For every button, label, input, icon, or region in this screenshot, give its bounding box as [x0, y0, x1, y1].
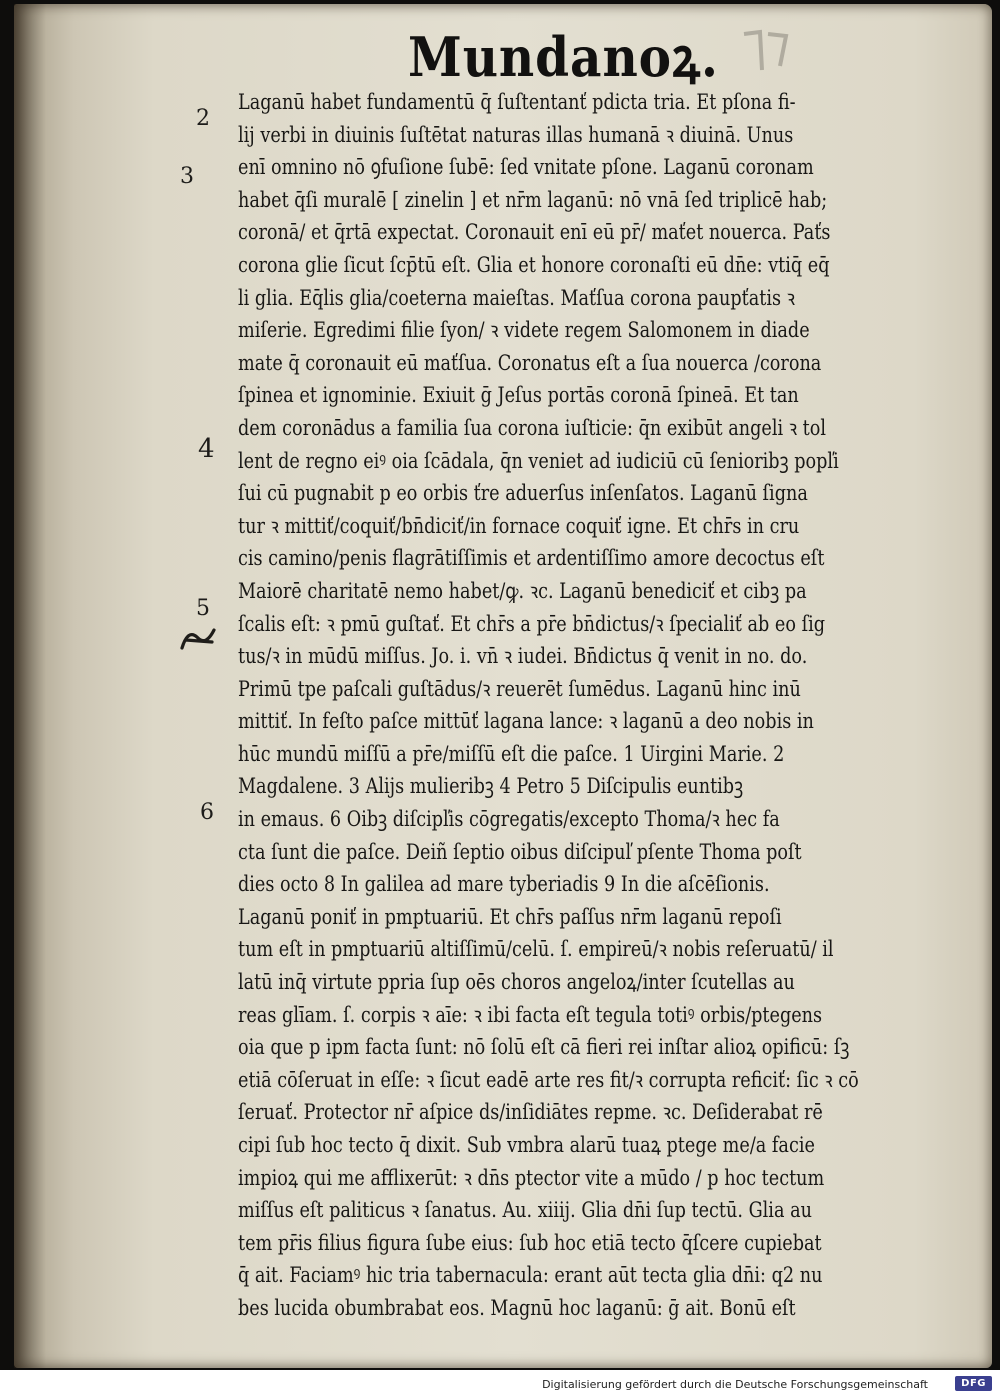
- text-line: cta ſunt die paſce. Deiñ ſeptio oibus diſcipuľ pſente Thoma poſt: [238, 839, 802, 864]
- text-line: corona glie ſicut ſcp̄tū eſt. Glia et honore coronaſti eū dn̄e: vtiq̄ eq̄: [238, 252, 830, 277]
- footer-credit: Digitalisierung gefördert durch die Deutsche Forschungsgemeinschaft: [542, 1378, 928, 1391]
- text-line: ſui cū pugnabit p eo orbis ťre aduerſus inſenſatos. Laganū ſigna: [238, 481, 808, 506]
- text-line: miſerie. Egredimi filie ſyon/ ꝛ videte regem Salomonem in diade: [238, 318, 810, 343]
- text-line: tum eſt in pmptuariū altiſſimū/celū. ſ. empireū/ꝛ nobis reſeruatū/ il: [238, 937, 834, 962]
- text-line: ſpinea et ignominie. Exiuit ḡ Jeſus portās coronā ſpineā. Et tan: [238, 383, 799, 408]
- text-line: cis camino/penis flagrātiſſimis et ardentiſſimo amore decoctus eſt: [238, 546, 825, 571]
- text-line: Maiorē charitatē nemo habet/ꝙ. ꝛc. Laganū benediciť et cibꝫ pa: [238, 578, 807, 603]
- text-line: coronā/ et q̄rtā expectat. Coronauit enī eū pr̄/ maťet nouerca. Paťs: [238, 220, 831, 245]
- text-line: li glia. Eq̄lis glia/coeterna maieſtas. Maťſua corona paupťatis ꝛ: [238, 285, 795, 310]
- text-line: cipi ſub hoc tecto q̄ dixit. Sub vmbra alarū tuaꝝ ptege me/a facie: [238, 1133, 815, 1157]
- text-line: Magdalene. 3 Alijs mulieribꝫ 4 Petro 5 Diſcipulis euntibꝫ: [238, 774, 744, 799]
- bleed-through-mark: [740, 26, 792, 76]
- margin-number: 5: [196, 596, 210, 621]
- text-line: tus/ꝛ in mūdū miſſus. Jo. i. vn̄ ꝛ iudei. Bn̄dictus q̄ venit in no. do.: [238, 644, 808, 669]
- text-line: q̄ ait. Faciamꝰ hic tria tabernacula: erant aūt tecta glia dn̄i: q2 nu: [238, 1263, 823, 1288]
- text-line: habet q̄ſi muralē [ zinelin ] et nr̄m laganū: nō vnā ſed triplicē hab;: [238, 187, 828, 212]
- text-line: ſeruať. Protector nr̄ aſpice ds/inſidiātes repme. ꝛc. Deſiderabat rē: [238, 1100, 823, 1125]
- text-line: ſcalis eſt: ꝛ pmū guſtať. Et chr̄s a pr̄e bn̄dictus/ꝛ ſpecialiť ab eo ſig: [238, 611, 826, 636]
- margin-number: 3: [180, 164, 194, 189]
- page-spine-shadow: [14, 4, 46, 1368]
- text-line: dem coronādus a familia ſua corona iuſticie: q̄n exibūt angeli ꝛ tol: [238, 415, 827, 440]
- text-line: bes lucida obumbrabat eos. Magnū hoc laganū: ḡ ait. Bonū eſt: [238, 1295, 796, 1320]
- text-line: Primū tpe paſcali guſtādus/ꝛ reuerēt ſumēdus. Laganū hinc inū: [238, 676, 801, 701]
- text-line: impioꝝ qui me afflixerūt: ꝛ dn̄s ptector vite a mūdo / p hoc tectum: [238, 1165, 825, 1190]
- text-line: lent de regno eiꝰ oia ſcādala, q̄n veniet ad iudiciū cū ſenioribꝫ popľi: [238, 448, 839, 473]
- text-line: etiā cōſeruat in eſſe: ꝛ ſicut eadē arte res fit/ꝛ corrupta reficiť: ſic ꝛ cō: [238, 1067, 859, 1092]
- margin-ornament-icon: [178, 624, 220, 654]
- text-line: enī omnino nō ꝯfuſione ſubē: ſed vnitate pſone. Laganū coronam: [238, 155, 814, 180]
- margin-number: 4: [198, 434, 215, 464]
- text-line: tem pr̄is filius figura ſube eius: ſub hoc etiā tecto q̄ſcere cupiebat: [238, 1230, 822, 1255]
- text-line: dies octo 8 In galilea ad mare tyberiadis 9 In die aſcēſionis.: [238, 872, 770, 897]
- text-line: hūc mundū miſſū a pr̄e/miſſū eſt die paſce. 1 Uirgini Marie. 2: [238, 741, 785, 766]
- margin-number: 6: [200, 800, 214, 825]
- text-line: mate q̄ coronauit eū maťſua. Coronatus eſt a ſua nouerca /corona: [238, 350, 822, 375]
- dfg-logo: DFG: [955, 1376, 992, 1391]
- text-line: oia que p ipm facta ſunt: nō ſolū eſt cā fieri rei inſtar alioꝝ opificū: ſꝫ: [238, 1035, 850, 1060]
- text-line: miſſus eſt paliticus ꝛ ſanatus. Au. xiiij. Glia dn̄i ſup tectū. Glia au: [238, 1198, 812, 1223]
- text-line: lij verbi in diuinis ſuſtētat naturas illas humanā ꝛ diuinā. Unus: [238, 122, 794, 147]
- text-line: reas glīam. ſ. corpis ꝛ aīe: ꝛ ibi facta eſt tegula totiꝰ orbis/ptegens: [238, 1002, 823, 1027]
- text-line: mittiť. In feſto paſce mittūť lagana lance: ꝛ laganū a deo nobis in: [238, 709, 814, 734]
- text-line: tur ꝛ mittiť/coquiť/bn̄diciť/in fornace coquiť igne. Et chr̄s in cru: [238, 513, 800, 538]
- body-text: [238, 86, 968, 1325]
- text-line: in emaus. 6 Oibꝫ diſcipľis cōgregatis/excepto Thoma/ꝛ hec fa: [238, 807, 780, 832]
- text-line: Laganū poniť in pmptuariū. Et chr̄s paſſus nr̄m laganū repoſi: [238, 904, 782, 929]
- text-line: Laganū habet fundamentū q̄ ſuſtentanť pdicta tria. Et pſona fi-: [238, 90, 796, 114]
- text-line: latū inq̄ virtute ppria ſup oēs choros angeloꝝ/inter ſcutellas au: [238, 970, 795, 995]
- page-title: Mundanoꝝ.: [408, 25, 719, 89]
- margin-number: 2: [196, 106, 210, 131]
